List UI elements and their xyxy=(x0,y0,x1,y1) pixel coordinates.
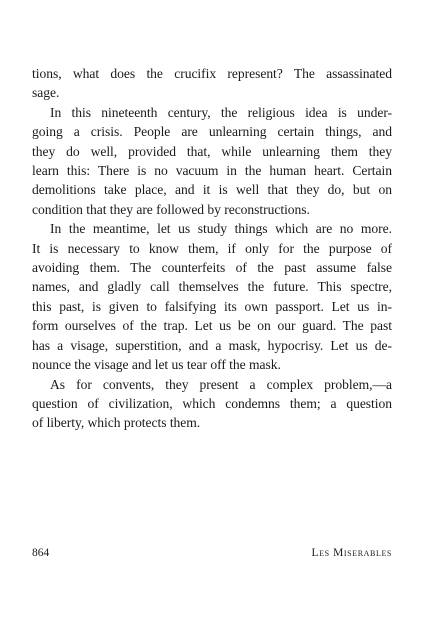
text-line: going a crisis. People are unlearning certain things, and xyxy=(32,124,392,140)
text-line: sage. xyxy=(32,85,60,101)
text-line: has a visage, superstition, and a mask, hypocrisy. Let us de- xyxy=(32,337,392,353)
text-line: nounce the visage and let us tear off the mask. xyxy=(32,357,281,373)
paragraph-4 xyxy=(32,375,392,433)
text-line: they do well, provided that, while unlearning them they xyxy=(32,143,392,159)
running-head: Les Miserables xyxy=(311,547,392,559)
text-line: tions, what does the crucifix represent? The assassinated xyxy=(32,66,392,81)
text-line: In the meantime, let us study things which are no more. xyxy=(50,221,392,237)
text-line: question of civilization, which condemns them; a question xyxy=(32,395,392,411)
text-line: demolitions take place, and it is well that they do, but on xyxy=(32,182,392,198)
page-number: 864 xyxy=(32,547,50,559)
text-line: In this nineteenth century, the religious idea is under- xyxy=(50,104,392,120)
text-line: As for convents, they present a complex problem,—a xyxy=(50,376,392,392)
text-line: condition that they are followed by reconstructions. xyxy=(32,201,310,217)
body-text xyxy=(32,64,392,433)
text-line: form ourselves of the trap. Let us be on our guard. The past xyxy=(32,318,392,334)
paragraph-3 xyxy=(32,219,392,374)
text-line: It is necessary to know them, if only for the purpose of xyxy=(32,240,392,256)
text-line: names, and gladly call themselves the future. This spectre, xyxy=(32,279,392,295)
text-line: avoiding them. The counterfeits of the past assume false xyxy=(32,260,392,276)
paragraph-2 xyxy=(32,103,392,219)
text-line: learn this: There is no vacuum in the human heart. Certain xyxy=(32,163,392,179)
text-line: of liberty, which protects them. xyxy=(32,415,201,431)
text-line: this past, is given to falsifying its own passport. Let us in- xyxy=(32,298,392,314)
paragraph-1 xyxy=(32,64,392,103)
